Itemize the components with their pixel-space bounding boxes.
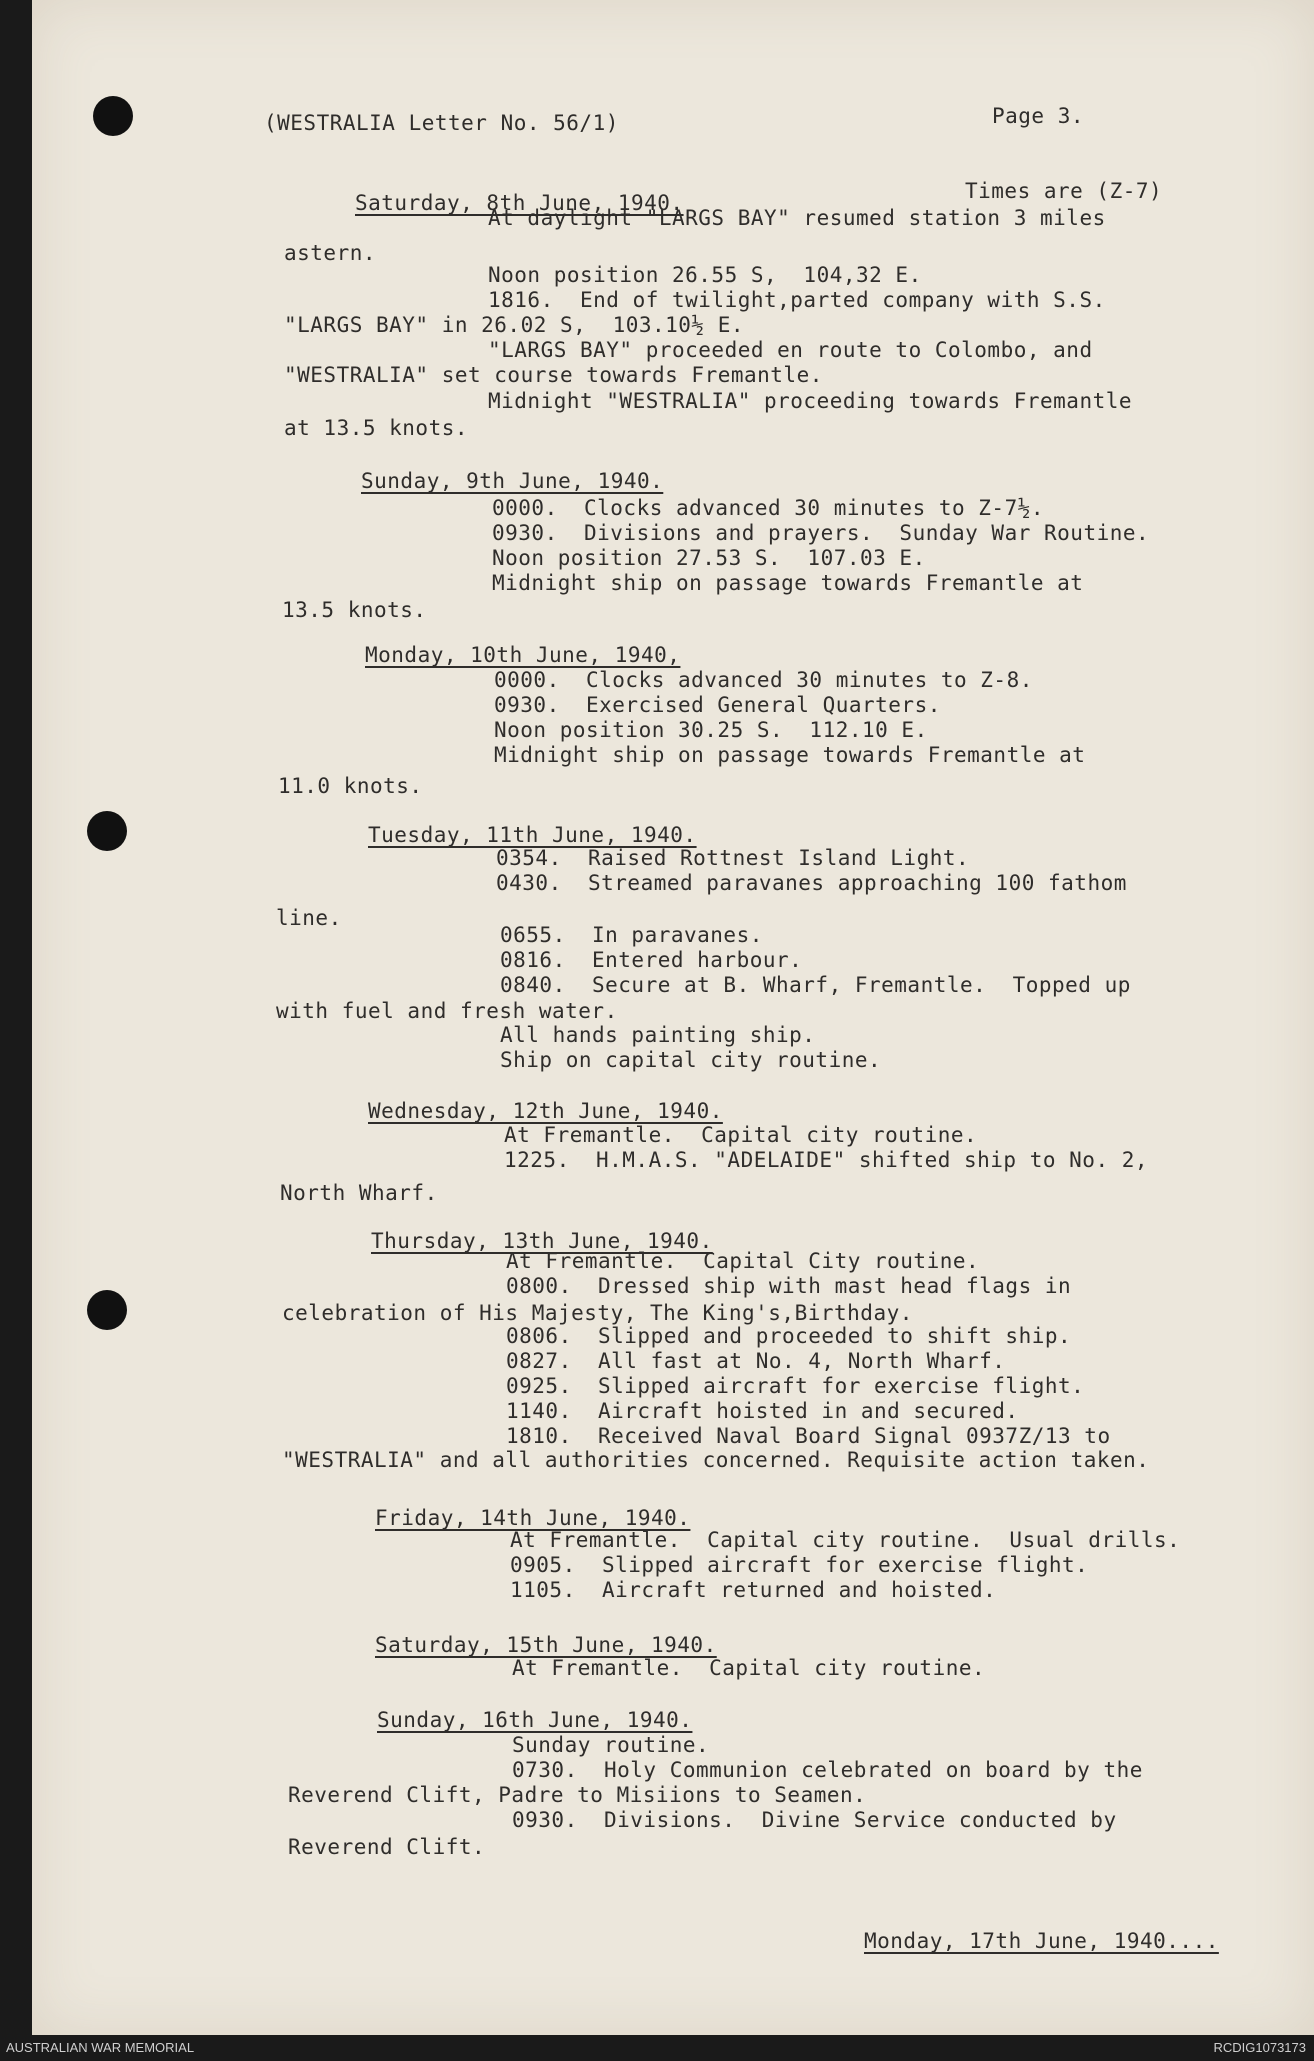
document-page	[32, 0, 1314, 2035]
archive-footer	[0, 2035, 1314, 2061]
log-line: Midnight ship on passage towards Fremantle at	[494, 743, 1086, 767]
entry-date: Saturday, 8th June, 1940.	[355, 191, 684, 215]
continuation-note: Monday, 17th June, 1940....	[864, 1929, 1219, 1953]
log-line: 0000. Clocks advanced 30 minutes to Z-8.	[494, 668, 1033, 692]
log-line: At Fremantle. Capital city routine.	[504, 1123, 978, 1147]
archive-name: AUSTRALIAN WAR MEMORIAL	[6, 2040, 195, 2055]
log-line: "LARGS BAY" in 26.02 S, 103.10½ E.	[284, 313, 745, 337]
log-line: 0430. Streamed paravanes approaching 100 fathom	[496, 871, 1127, 895]
log-line: 0840. Secure at B. Wharf, Fremantle. Topped up	[500, 973, 1131, 997]
log-line: Sunday routine.	[512, 1733, 710, 1757]
log-line: Midnight ship on passage towards Fremantle at	[492, 571, 1084, 595]
log-line: 0925. Slipped aircraft for exercise flight.	[506, 1374, 1085, 1398]
log-line: At Fremantle. Capital city routine.	[512, 1656, 986, 1680]
log-line: at 13.5 knots.	[284, 416, 469, 440]
log-line: 0806. Slipped and proceeded to shift ship.	[506, 1324, 1072, 1348]
entry-date: Tuesday, 11th June, 1940.	[368, 823, 697, 847]
archive-id: RCDIG1073173	[1213, 2040, 1306, 2055]
log-line: 1140. Aircraft hoisted in and secured.	[506, 1399, 1019, 1423]
log-line: 0816. Entered harbour.	[500, 948, 803, 972]
log-line: astern.	[284, 241, 377, 265]
log-line: 0930. Divisions. Divine Service conducted by	[512, 1808, 1117, 1832]
log-line: Ship on capital city routine.	[500, 1048, 882, 1072]
log-line: 0800. Dressed ship with mast head flags in	[506, 1274, 1072, 1298]
log-line: Noon position 27.53 S. 107.03 E.	[492, 546, 926, 570]
log-line: 0930. Exercised General Quarters.	[494, 693, 941, 717]
page-number: Page 3.	[992, 104, 1085, 128]
punch-hole	[93, 96, 133, 136]
log-line: Reverend Clift.	[288, 1835, 486, 1859]
log-line: "WESTRALIA" set course towards Fremantle.	[284, 363, 823, 387]
log-line: Reverend Clift, Padre to Misiions to Seamen.	[288, 1783, 867, 1807]
log-line: 1816. End of twilight,parted company with S.S.	[488, 288, 1106, 312]
log-line: Noon position 30.25 S. 112.10 E.	[494, 718, 928, 742]
letter-reference: (WESTRALIA Letter No. 56/1)	[264, 111, 619, 135]
entry-date: Thursday, 13th June, 1940.	[371, 1229, 713, 1253]
log-line: "LARGS BAY" proceeded en route to Colombo, and	[488, 338, 1093, 362]
log-line: At Fremantle. Capital City routine.	[506, 1249, 980, 1273]
log-line: 13.5 knots.	[282, 598, 427, 622]
log-line: 0905. Slipped aircraft for exercise flight.	[510, 1553, 1089, 1577]
punch-hole	[87, 811, 127, 851]
entry-date: Sunday, 9th June, 1940.	[361, 469, 664, 493]
entry-date: Sunday, 16th June, 1940.	[377, 1708, 693, 1732]
entry-date: Wednesday, 12th June, 1940.	[368, 1099, 723, 1123]
log-line: line.	[276, 906, 342, 930]
time-zone-note: Times are (Z-7)	[965, 179, 1163, 203]
log-line: "WESTRALIA" and all authorities concerned. Requisite action taken.	[282, 1448, 1150, 1472]
log-line: At daylight "LARGS BAY" resumed station 3 miles	[488, 206, 1106, 230]
log-line: 1810. Received Naval Board Signal 0937Z/13 to	[506, 1424, 1111, 1448]
log-line: At Fremantle. Capital city routine. Usual drills.	[510, 1528, 1181, 1552]
log-line: 0354. Raised Rottnest Island Light.	[496, 846, 970, 870]
punch-hole	[87, 1290, 127, 1330]
log-line: celebration of His Majesty, The King's,Birthday.	[282, 1301, 913, 1325]
log-line: North Wharf.	[280, 1181, 438, 1205]
log-line: 0930. Divisions and prayers. Sunday War Routine.	[492, 521, 1150, 545]
log-line: 1225. H.M.A.S. "ADELAIDE" shifted ship to No. 2,	[504, 1148, 1149, 1172]
entry-date: Saturday, 15th June, 1940.	[375, 1633, 717, 1657]
entry-date: Monday, 10th June, 1940,	[365, 643, 681, 667]
log-line: with fuel and fresh water.	[276, 999, 618, 1023]
log-line: All hands painting ship.	[500, 1023, 816, 1047]
log-line: 0000. Clocks advanced 30 minutes to Z-7½.	[492, 496, 1045, 520]
log-line: 0730. Holy Communion celebrated on board by the	[512, 1758, 1143, 1782]
log-line: 1105. Aircraft returned and hoisted.	[510, 1578, 997, 1602]
log-line: 0827. All fast at No. 4, North Wharf.	[506, 1349, 1006, 1373]
log-line: 0655. In paravanes.	[500, 923, 763, 947]
log-line: Midnight "WESTRALIA" proceeding towards Fremantle	[488, 389, 1133, 413]
log-line: 11.0 knots.	[278, 774, 423, 798]
entry-date: Friday, 14th June, 1940.	[375, 1506, 691, 1530]
log-line: Noon position 26.55 S, 104,32 E.	[488, 263, 922, 287]
